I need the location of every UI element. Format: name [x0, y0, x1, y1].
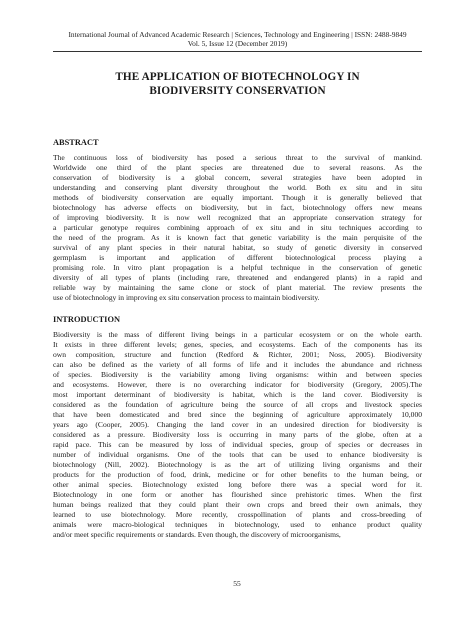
introduction-body — [53, 330, 422, 541]
introduction-line: human beings realized that they could plant their own crops and breed their own animals, they — [53, 500, 422, 510]
abstract-line: diversity of all types of plants (including rare, threatened and endangered plants) in a rapid and — [53, 273, 422, 283]
introduction-line: animals were macro-biological techniques in biotechnology, used to enhance product quality — [53, 520, 422, 530]
journal-header — [53, 30, 422, 49]
introduction-line: own composition, structure and function (Redford & Richter, 2001; Noss, 2005). Biodiversity — [53, 349, 422, 359]
abstract-heading: ABSTRACT — [53, 137, 99, 147]
journal-header-line-2: Vol. 5, Issue 12 (December 2019) — [187, 39, 288, 49]
paper-title-line-2: BIODIVERSITY CONSERVATION — [149, 85, 326, 98]
introduction-heading: INTRODUCTION — [53, 314, 121, 324]
paper-title-line-1: THE APPLICATION OF BIOTECHNOLOGY IN — [115, 70, 360, 83]
introduction-line: Biotechnology in one form or another has flourished since prehistoric times. When the first — [53, 490, 422, 500]
abstract-line: promising role. In vitro plant propagation is a helpful technique in the conservation of genetic — [53, 263, 422, 273]
abstract-line: conservation of biodiversity is a global concern, several strategies have been adopted in — [53, 172, 422, 182]
introduction-line: Biodiversity is the mass of different living beings in a particular ecosystem or on the whole earth. — [53, 329, 422, 339]
abstract-line: The continuous loss of biodiversity has posed a serious threat to the survival of mankind. — [53, 152, 422, 162]
abstract-line: understanding and conserving plant diversity throughout the world. Both ex situ and in situ — [53, 182, 422, 192]
journal-header-line-1: International Journal of Advanced Academic Research | Sciences, Technology and Engineering | ISSN: 2488-9849 — [68, 30, 407, 39]
introduction-line: It exists in three different levels; genes, species, and ecosystems. Each of the components has its — [53, 339, 422, 349]
introduction-line: number of individual organisms. One of the tools that can be used to enhance biodiversity is — [53, 450, 422, 460]
abstract-line: use of biotechnology in improving ex situ conservation process to maintain biodiversity. — [53, 293, 320, 303]
page-number: 55 — [233, 579, 241, 588]
introduction-line: years ago (Cooper, 2005). Changing the land cover in an undesired direction for biodiversity is — [53, 419, 422, 429]
abstract-line: survival of any plant species in their natural habitat, so study of genetic diversity in conserved — [53, 243, 422, 253]
abstract-line: Worldwide one third of the plant species are threatened due to several reasons. As the — [53, 162, 422, 172]
introduction-line: and/or meet specific requirements or standards. Even though, the discovery of microorganisms, — [53, 530, 341, 540]
abstract-line: of improving biodiversity. It is now well recognized that an appropriate conservation strategy for — [53, 213, 422, 223]
paper-title — [53, 70, 422, 99]
introduction-line: and ecosystems. However, there is no overarching indicator for biodiversity (Gregory, 2005).The — [53, 379, 422, 389]
abstract-line: a particular genotype requires combining approach of ex situ and in situ techniques according to — [53, 223, 422, 233]
introduction-line: considered as the foundation of agriculture being the source of all crops and livestock species — [53, 399, 422, 409]
introduction-line: biotechnology (Nill, 2002). Biotechnology is as the art of utilizing living organisms and their — [53, 460, 422, 470]
abstract-line: germplasm is important and application of different biotechnological process playing a — [53, 253, 422, 263]
introduction-line: of species. Biodiversity is the variability among living organisms: within and between species — [53, 369, 422, 379]
introduction-line: that have been domesticated and bred since the beginning of agriculture approximately 10,000 — [53, 409, 422, 419]
introduction-line: learned to use biotechnology. More recently, crosspollination of plants and cross-breeding of — [53, 510, 422, 520]
abstract-line: the need of the program. As it is known fact that genetic variability is the main perquisite of the — [53, 233, 422, 243]
introduction-line: rapid pace. This can be measured by loss of individual species, group of species or decreases in — [53, 440, 422, 450]
introduction-line: products for the production of food, drink, medicine or for other benefits to the human being, or — [53, 470, 422, 480]
introduction-line: considered as a pressure. Biodiversity loss is occurring in many parts of the globe, often at a — [53, 429, 422, 439]
header-rule — [53, 51, 422, 52]
introduction-line: other animal species. Biotechnology existed long before there was a special word for it. — [53, 480, 422, 490]
introduction-line: can also be defined as the variety of all forms of life and it includes the abundance and richness — [53, 359, 422, 369]
introduction-line: most important determinant of biodiversity is habitat, which is the land cover. Biodiversity is — [53, 389, 422, 399]
abstract-line: methods of biodiversity conservation are equally important. Though it is generally believed that — [53, 193, 422, 202]
abstract-line: reliable way by maintaining the same clone or stock of plant material. The review presents the — [53, 283, 422, 293]
abstract-body — [53, 153, 422, 304]
abstract-line: biotechnology has adverse effects on biodiversity, but in fact, biotechnology offers new means — [53, 203, 422, 213]
